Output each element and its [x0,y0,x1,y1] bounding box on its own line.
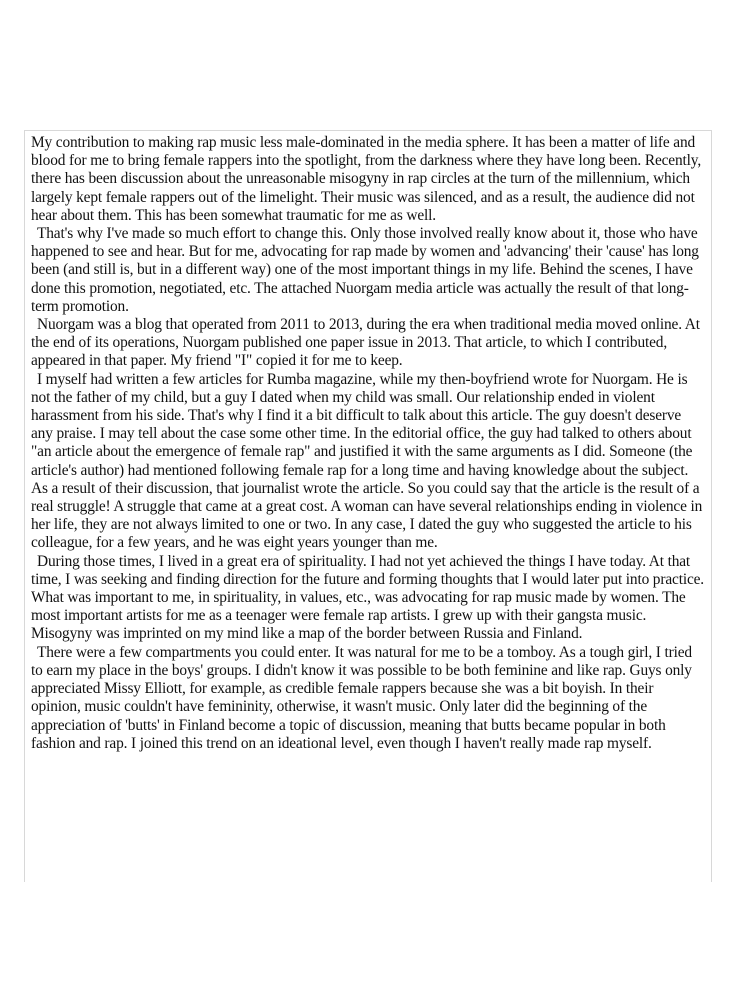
text-frame [24,130,712,882]
paragraph-6: There were a few compartments you could enter. It was natural for me to be a tomboy. As a tough girl, I tried to earn my place in the boys' groups. I didn't know it was possible to be both feminine and like rap. Guys only appreciated Missy Elliott, for example, as credible female rappers because she was a bit boyish. In their opinion, music couldn't have femininity, otherwise, it wasn't music. Only later did the beginning of the appreciation of 'butts' in Finland become a topic of discussion, meaning that butts became popular in both fashion and rap. I joined this trend on an ideational level, even though I haven't really made rap myself. [31,643,692,752]
body-text [31,134,705,753]
paragraph-5: During those times, I lived in a great era of spirituality. I had not yet achieved the things I have today. At that time, I was seeking and finding direction for the future and forming thoughts that I would later put into practice. What was important to me, in spirituality, in values, etc., was advocating for rap music made by women. The most important artists for me as a teenager were female rap artists. I grew up with their gangsta music. Misogyny was imprinted on my mind like a map of the border between Russia and Finland. [31,552,705,643]
paragraph-1: My contribution to making rap music less male-dominated in the media sphere. It has been a matter of life and blood for me to bring female rappers into the spotlight, from the darkness where they have long been. Recently, there has been discussion about the unreasonable misogyny in rap circles at the turn of the millennium, which largely kept female rappers out of the limelight. Their music was silenced, and as a result, the audience did not hear about them. This has been somewhat traumatic for me as well. [31,134,702,224]
paragraph-2: That's why I've made so much effort to change this. Only those involved really know about it, those who have happened to see and hear. But for me, advocating for rap made by women and 'advancing' their 'cause' has long been (and still is, but in a different way) one of the most important things in my life. Behind the scenes, I have done this promotion, negotiated, etc. The attached Nuorgam media article was actually the result of that long-term promotion. [31,225,699,315]
paragraph-4: I myself had written a few articles for Rumba magazine, while my then-boyfriend wrote for Nuorgam. He is not the father of my child, but a guy I dated when my child was small. Our relationship ended in violent harassment from his side. That's why I find it a bit difficult to talk about this article. The guy doesn't deserve any praise. I may tell about the case some other time. In the editorial office, the guy had talked to others about "an article about the emergence of female rap" and justified it with the same arguments as I did. Someone (the article's author) had mentioned following female rap for a long time and having knowledge about the subject. As a result of their discussion, that journalist wrote the article. So you could say that the article is the result of a real struggle! A struggle that came at a great cost. A woman can have several relationships ending in violence in her life, they are not always limited to one or two. In any case, I dated the guy who suggested the article to his colleague, for a few years, and he was eight years younger than me. [31,370,703,552]
paragraph-3: Nuorgam was a blog that operated from 2011 to 2013, during the era when traditional media moved online. At the end of its operations, Nuorgam published one paper issue in 2013. That article, to which I contributed, appeared in that paper. My friend "I" copied it for me to keep. [31,316,700,370]
